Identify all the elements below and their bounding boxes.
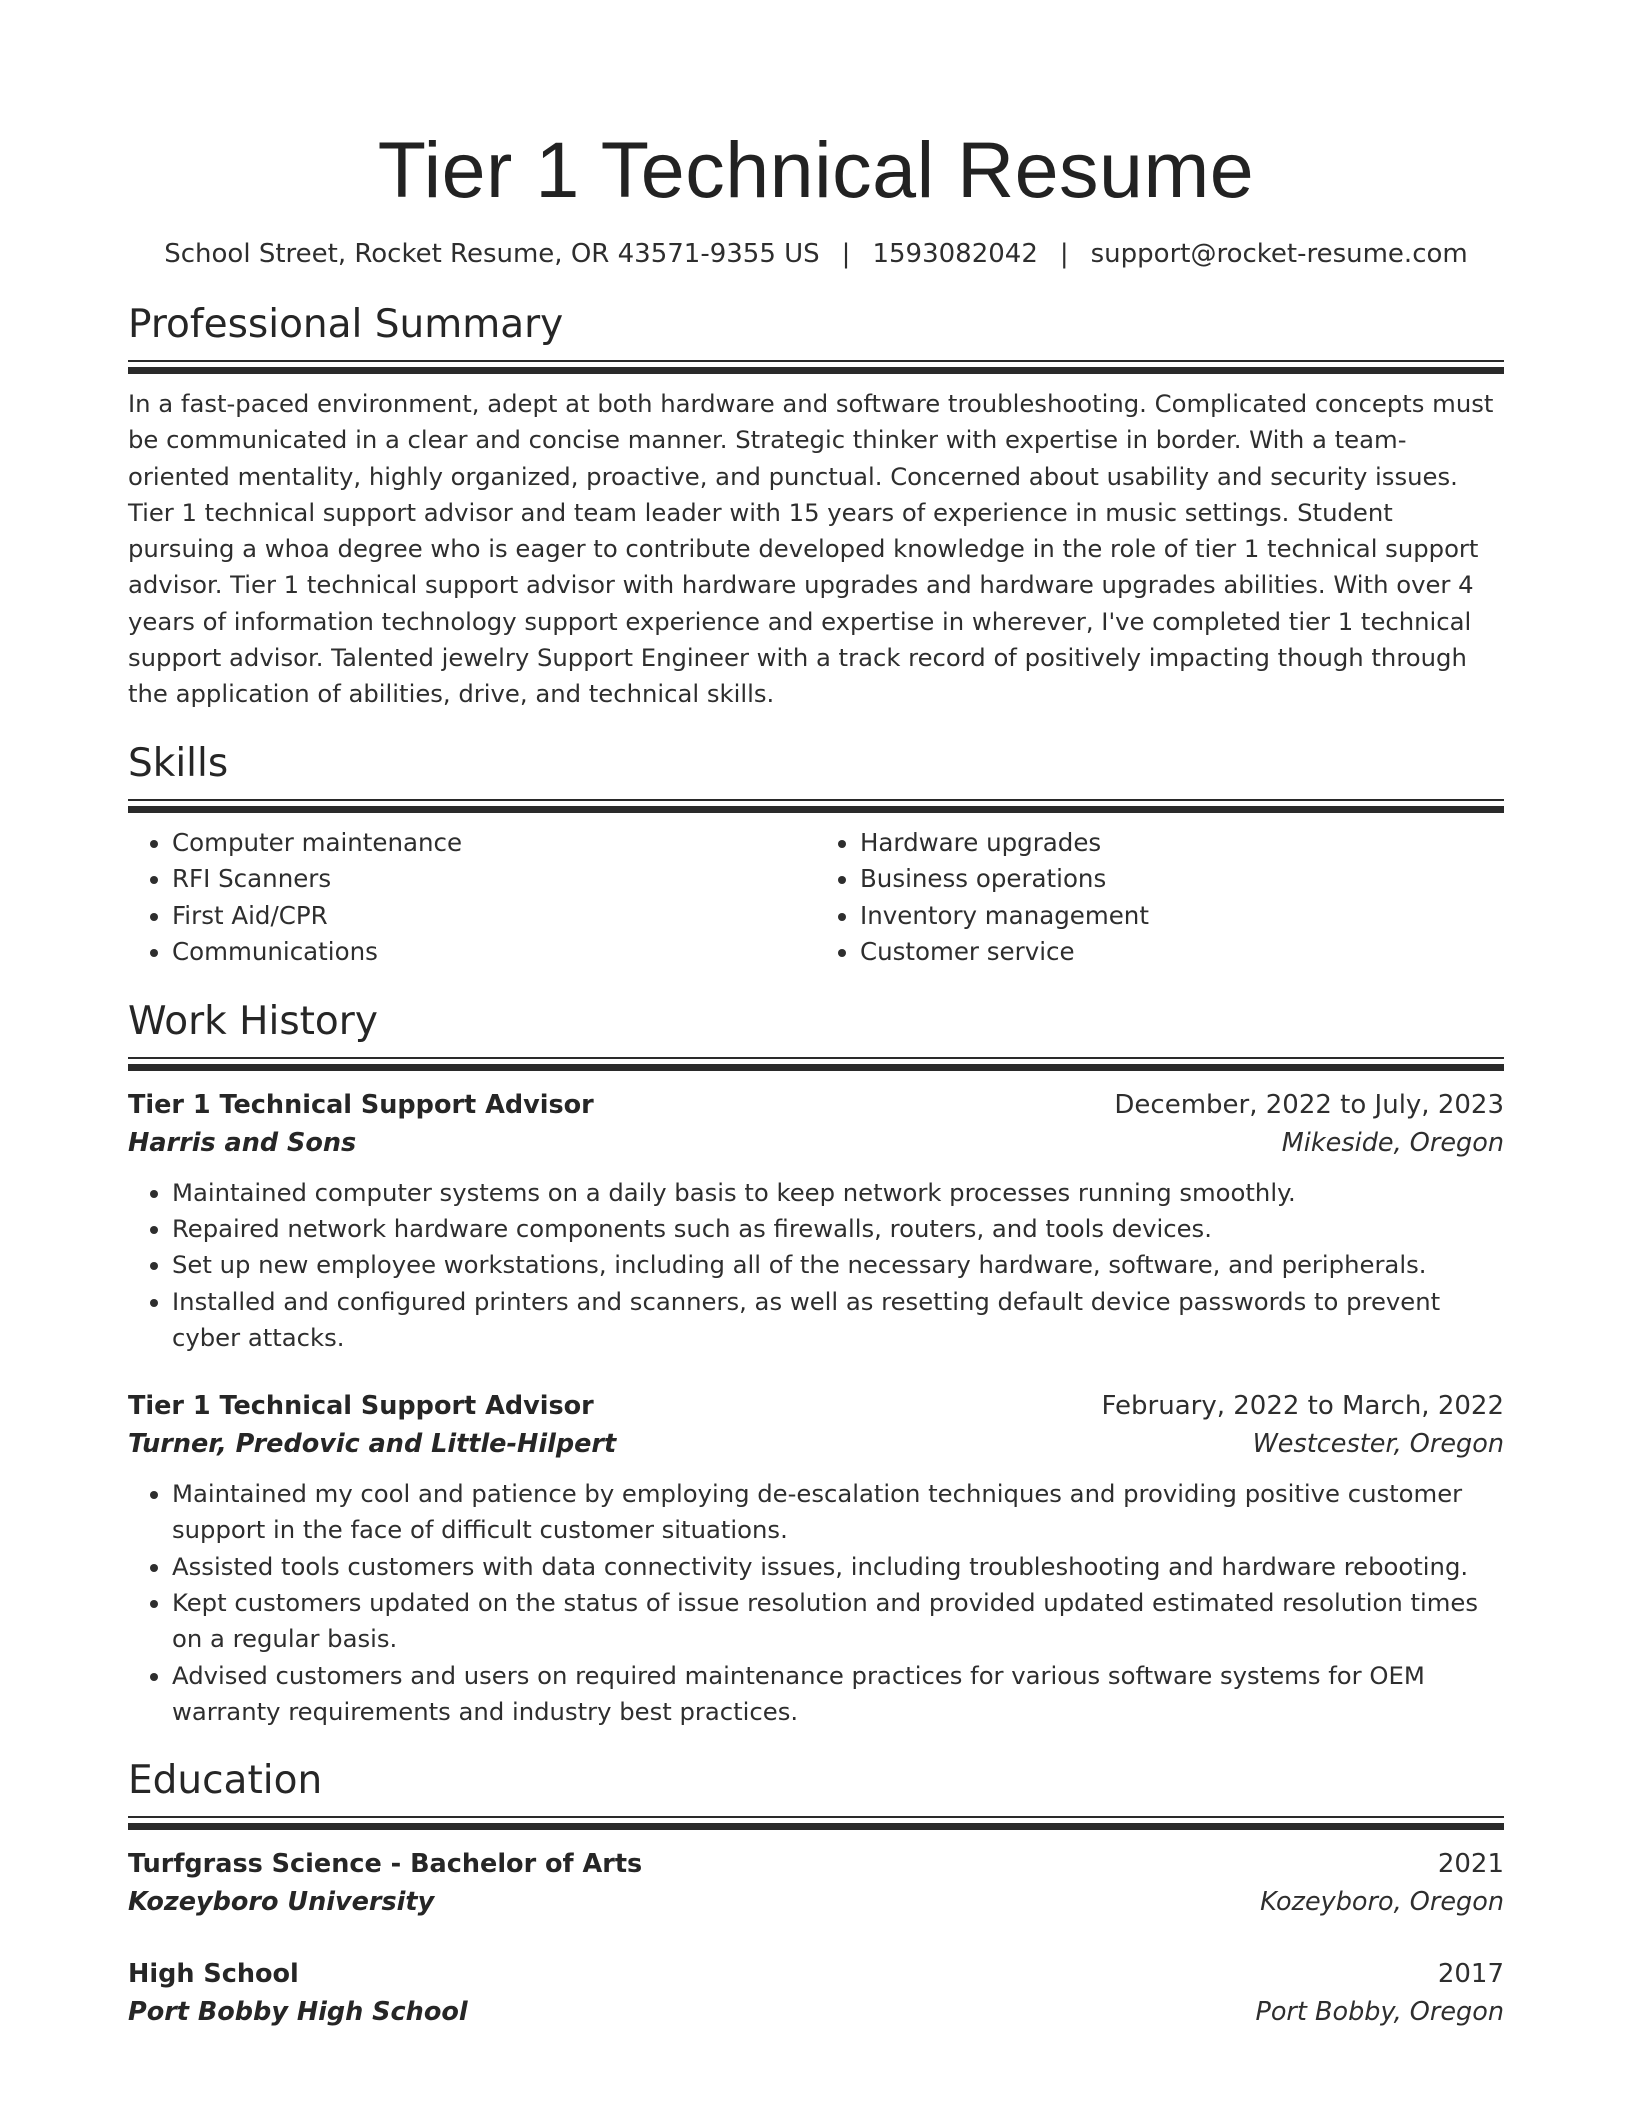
section-heading-summary: Professional Summary [128, 302, 564, 347]
job-dates: December, 2022 to July, 2023 [1114, 1089, 1504, 1120]
summary-section [128, 300, 1504, 713]
job-bullet: • Repaired network hardware components such as firewalls, routers, and tools devices. [172, 1211, 1504, 1247]
job-entry [128, 1388, 1504, 1730]
job-bullet: • Installed and configured printers and scanners, as well as resetting default device passwords to prevent cyber attacks. [172, 1284, 1504, 1357]
education-entry [128, 1846, 1504, 1922]
education-location: Kozeyboro, Oregon [1260, 1887, 1504, 1918]
contact-separator: | [841, 239, 851, 269]
skill-item: • Customer service [860, 934, 1504, 971]
section-divider [128, 1816, 1504, 1818]
skills-list-left [128, 825, 816, 971]
section-heading-skills: Skills [128, 740, 229, 786]
education-location: Port Bobby, Oregon [1255, 1997, 1504, 2028]
job-title: Tier 1 Technical Support Advisor [128, 1391, 594, 1422]
education-school-row [128, 1992, 1504, 2032]
contact-line [128, 236, 1504, 272]
education-entry [128, 1956, 1504, 2032]
skills-list-right [816, 825, 1504, 971]
job-bullets [128, 1476, 1504, 1730]
job-company: Harris and Sons [128, 1127, 357, 1158]
job-location: Mikeside, Oregon [1281, 1127, 1504, 1158]
section-divider [128, 799, 1504, 801]
skill-item: • Hardware upgrades [860, 825, 1504, 862]
education-header-row [128, 1846, 1504, 1882]
section-divider-thick [128, 1064, 1504, 1071]
job-header-row [128, 1087, 1504, 1123]
education-year: 2017 [1437, 1959, 1504, 1990]
job-title: Tier 1 Technical Support Advisor [128, 1089, 594, 1120]
job-bullet: • Kept customers updated on the status of issue resolution and provided updated estimated resolution times on a regular basis. [172, 1585, 1504, 1658]
job-location: Westcester, Oregon [1252, 1429, 1504, 1460]
education-year: 2021 [1437, 1849, 1504, 1880]
contact-email[interactable]: support@rocket-resume.com [1090, 239, 1468, 269]
skills-section [128, 739, 1504, 971]
resume-page [128, 0, 1504, 2032]
section-heading-education: Education [128, 1758, 323, 1804]
section-heading-work: Work History [128, 998, 378, 1044]
contact-phone: 1593082042 [872, 239, 1038, 269]
skill-item: • Inventory management [860, 898, 1504, 935]
skills-columns [128, 825, 1504, 971]
resume-title: Tier 1 Technical Resume [377, 125, 1255, 214]
education-school: Kozeyboro University [128, 1887, 435, 1918]
skill-item: • First Aid/CPR [172, 898, 816, 935]
section-divider-thick [128, 367, 1504, 374]
section-divider [128, 360, 1504, 362]
section-divider-thick [128, 806, 1504, 813]
work-history-section [128, 997, 1504, 1731]
education-degree: High School [128, 1959, 299, 1990]
section-divider-thick [128, 1823, 1504, 1830]
summary-text: In a fast-paced environment, adept at both hardware and software troubleshooting. Complicated concepts must be communicated in a clear and concise manner. Strategic thinker with expertise in border. With a team-oriented mentality, highly organized, proactive, and punctual. Concerned about usability and security issues. Tier 1 technical support advisor and team leader with 15 years of experience in music settings. Student pursuing a whoa degree who is eager to contribute developed knowledge in the role of tier 1 technical support advisor. Tier 1 technical support advisor with hardware upgrades and hardware upgrades abilities. With over 4 years of information technology support experience and expertise in wherever, I've completed tier 1 technical support advisor. Talented jewelry Support Engineer with a track record of positively impacting though through the application of abilities, drive, and technical skills. [128, 389, 1494, 709]
job-bullets [128, 1175, 1504, 1356]
skill-item: • Business operations [860, 861, 1504, 898]
job-bullet: • Assisted tools customers with data connectivity issues, including troubleshooting and hardware rebooting. [172, 1549, 1504, 1585]
job-company-row [128, 1424, 1504, 1464]
contact-address: School Street, Rocket Resume, OR 43571-9355 US [164, 239, 820, 269]
education-school-row [128, 1882, 1504, 1922]
skill-item: • Communications [172, 934, 816, 971]
job-dates: February, 2022 to March, 2022 [1101, 1391, 1504, 1422]
job-company: Turner, Predovic and Little-Hilpert [128, 1429, 617, 1460]
job-bullet: • Set up new employee workstations, including all of the necessary hardware, software, and peripherals. [172, 1247, 1504, 1283]
job-company-row [128, 1123, 1504, 1163]
education-school: Port Bobby High School [128, 1997, 468, 2028]
job-bullet: • Maintained computer systems on a daily basis to keep network processes running smoothly. [172, 1175, 1504, 1211]
education-section [128, 1756, 1504, 2032]
education-header-row [128, 1956, 1504, 1992]
job-bullet: • Advised customers and users on required maintenance practices for various software systems for OEM warranty requirements and industry best practices. [172, 1658, 1504, 1731]
skill-item: • RFI Scanners [172, 861, 816, 898]
contact-separator: | [1059, 239, 1069, 269]
skill-item: • Computer maintenance [172, 825, 816, 862]
job-bullet: • Maintained my cool and patience by employing de-escalation techniques and providing positive customer support in the face of difficult customer situations. [172, 1476, 1504, 1549]
section-divider [128, 1057, 1504, 1059]
job-header-row [128, 1388, 1504, 1424]
job-entry [128, 1087, 1504, 1356]
education-degree: Turfgrass Science - Bachelor of Arts [128, 1849, 643, 1880]
